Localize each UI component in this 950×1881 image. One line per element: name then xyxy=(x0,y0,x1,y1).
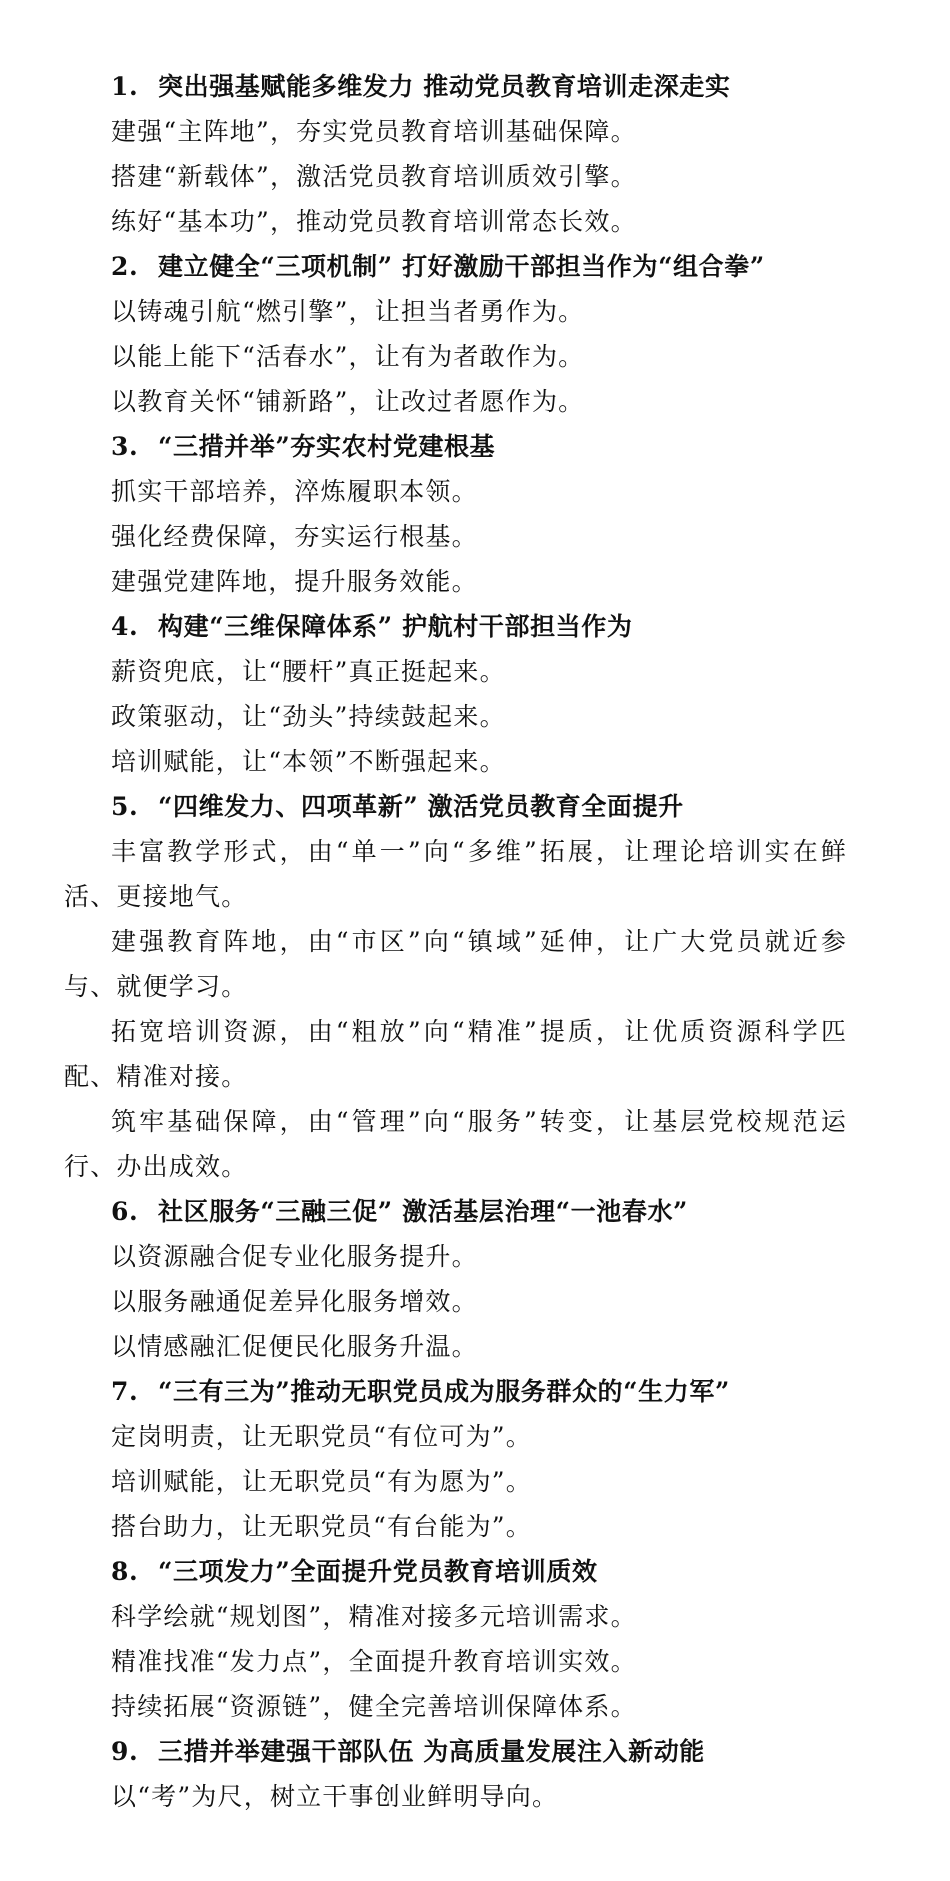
list-item: 搭台助力，让无职党员“有台能为”。 xyxy=(111,1512,532,1541)
section-title: 社区服务“三融三促” 激活基层治理“一池春水” xyxy=(158,1197,689,1226)
list-item: 以“考”为尺，树立干事创业鲜明导向。 xyxy=(111,1782,559,1811)
section-heading xyxy=(111,1377,730,1407)
list-item: 建强党建阵地，提升服务效能。 xyxy=(111,567,478,596)
list-item: 培训赋能，让“本领”不断强起来。 xyxy=(111,747,506,776)
section-title: “三有三为”推动无职党员成为服务群众的“生力军” xyxy=(158,1377,730,1406)
section-title: “三项发力”全面提升党员教育培训质效 xyxy=(158,1557,598,1586)
section-number: 8. xyxy=(111,1557,139,1586)
paragraph-line: 建强教育阵地，由“市区”向“镇域”延伸，让广大党员就近参 xyxy=(111,927,849,956)
section-title: 突出强基赋能多维发力 推动党员教育培训走深走实 xyxy=(158,72,731,101)
paragraph-line: 丰富教学形式，由“单一”向“多维”拓展，让理论培训实在鲜 xyxy=(111,837,849,866)
section-heading xyxy=(111,1557,598,1587)
list-item: 政策驱动，让“劲头”持续鼓起来。 xyxy=(111,702,506,731)
list-item: 以资源融合促专业化服务提升。 xyxy=(111,1242,478,1271)
list-item: 以服务融通促差异化服务增效。 xyxy=(111,1287,478,1316)
list-item: 练好“基本功”，推动党员教育培训常态长效。 xyxy=(111,207,637,236)
paragraph-line: 行、办出成效。 xyxy=(64,1152,248,1181)
section-number: 9. xyxy=(111,1737,139,1766)
paragraph-line: 拓宽培训资源，由“粗放”向“精准”提质，让优质资源科学匹 xyxy=(111,1017,849,1046)
section-number: 1. xyxy=(111,72,139,101)
section-heading xyxy=(111,1197,688,1227)
section-title: “四维发力、四项革新” 激活党员教育全面提升 xyxy=(158,792,684,821)
section-number: 6. xyxy=(111,1197,139,1226)
list-item: 培训赋能，让无职党员“有为愿为”。 xyxy=(111,1467,532,1496)
list-item: 强化经费保障，夯实运行根基。 xyxy=(111,522,478,551)
paragraph-line: 与、就便学习。 xyxy=(64,972,248,1001)
list-item: 薪资兜底，让“腰杆”真正挺起来。 xyxy=(111,657,506,686)
paragraph-line: 配、精准对接。 xyxy=(64,1062,248,1091)
section-heading xyxy=(111,612,632,642)
list-item: 定岗明责，让无职党员“有位可为”。 xyxy=(111,1422,532,1451)
section-title: “三措并举”夯实农村党建根基 xyxy=(158,432,496,461)
list-item: 以教育关怀“铺新路”，让改过者愿作为。 xyxy=(111,387,585,416)
list-item: 科学绘就“规划图”，精准对接多元培训需求。 xyxy=(111,1602,637,1631)
section-number: 3. xyxy=(111,432,139,461)
list-item: 搭建“新载体”，激活党员教育培训质效引擎。 xyxy=(111,162,637,191)
list-item: 建强“主阵地”，夯实党员教育培训基础保障。 xyxy=(111,117,637,146)
section-number: 5. xyxy=(111,792,139,821)
section-heading xyxy=(111,1737,705,1767)
section-title: 构建“三维保障体系” 护航村干部担当作为 xyxy=(158,612,633,641)
list-item: 以情感融汇促便民化服务升温。 xyxy=(111,1332,478,1361)
section-heading xyxy=(111,792,684,822)
list-item: 精准找准“发力点”，全面提升教育培训实效。 xyxy=(111,1647,637,1676)
list-item: 持续拓展“资源链”，健全完善培训保障体系。 xyxy=(111,1692,637,1721)
list-item: 抓实干部培养，淬炼履职本领。 xyxy=(111,477,478,506)
paragraph-line: 筑牢基础保障，由“管理”向“服务”转变，让基层党校规范运 xyxy=(111,1107,849,1136)
section-number: 7. xyxy=(111,1377,139,1406)
section-heading xyxy=(111,432,495,462)
section-number: 4. xyxy=(111,612,139,641)
section-title: 三措并举建强干部队伍 为高质量发展注入新动能 xyxy=(158,1737,705,1766)
paragraph-line: 活、更接地气。 xyxy=(64,882,248,911)
section-heading xyxy=(111,252,765,282)
section-title: 建立健全“三项机制” 打好激励干部担当作为“组合拳” xyxy=(158,252,765,281)
list-item: 以铸魂引航“燃引擎”，让担当者勇作为。 xyxy=(111,297,585,326)
section-heading xyxy=(111,72,731,102)
section-number: 2. xyxy=(111,252,139,281)
list-item: 以能上能下“活春水”，让有为者敢作为。 xyxy=(111,342,585,371)
